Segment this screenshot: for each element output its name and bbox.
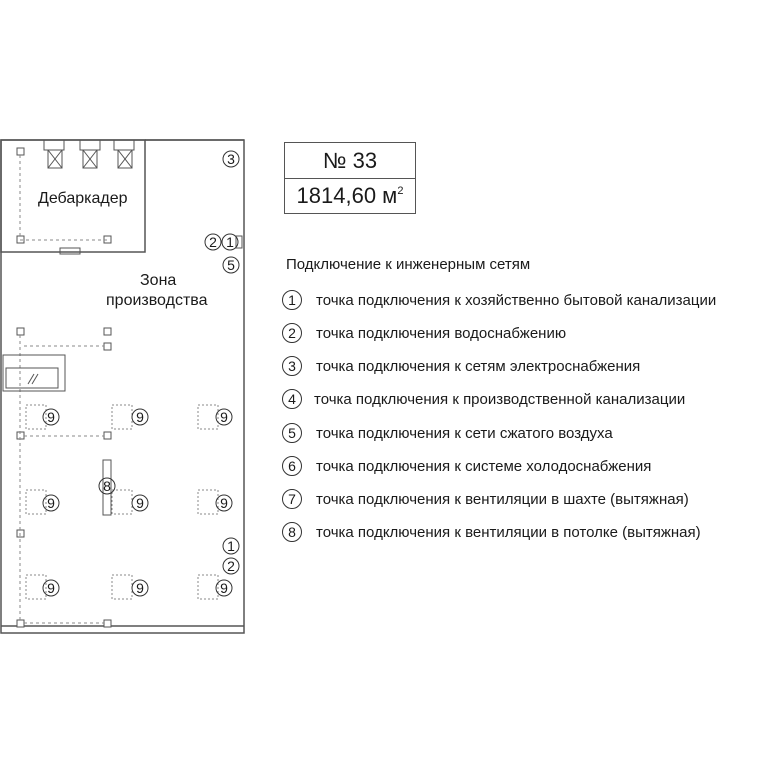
gate [44,140,64,150]
legend-text: точка подключения к вентиляции в шахте (вытяжная) [316,490,689,508]
marker-label: 1 [227,538,235,554]
equipment-base [198,405,218,429]
column [104,432,111,439]
legend-item [282,421,613,445]
unit-area [285,183,415,209]
legend-text: точка подключения к сетям электроснабжения [316,357,641,375]
legend-item [282,454,651,478]
unit-info-divider [285,178,415,179]
column [104,343,111,350]
utility-room-outline [3,355,65,391]
marker-label: 9 [47,495,55,511]
gate [114,140,134,150]
legend-item [282,387,685,411]
equipment-base [198,490,218,514]
legend-title: Подключение к инженерным сетям [286,256,531,273]
gate [80,140,100,150]
marker-label: 3 [227,151,235,167]
marker-labels [47,151,235,596]
legend-number: 5 [282,423,302,443]
legend-number: 2 [282,323,302,343]
marker-label: 2 [209,234,217,250]
column [104,620,111,627]
legend-text: точка подключения к сети сжатого воздуха [316,424,613,442]
building-walls [1,140,244,633]
legend-number: 7 [282,489,302,509]
marker-label: 9 [47,409,55,425]
column [17,148,24,155]
legend-text: точка подключения к хозяйственно бытовой канализации [316,291,717,309]
column [104,328,111,335]
legend-number: 8 [282,522,302,542]
equipment-base [112,405,132,429]
marker-label: 9 [220,409,228,425]
legend-item [282,487,689,511]
equipment-base [112,490,132,514]
legend-text: точка подключения к производственной канализации [314,390,686,408]
marker-label: 2 [227,558,235,574]
legend-item [282,354,640,378]
column [17,328,24,335]
legend-text: точка подключения к системе холодоснабжения [316,457,652,475]
marker-label: 5 [227,257,235,273]
marker-label: 8 [103,478,111,494]
legend-number: 4 [282,389,302,409]
unit-area-sup: 2 [397,185,404,197]
column [17,620,24,627]
legend-item [282,520,701,544]
legend-number: 1 [282,290,302,310]
unit-number: № 33 [322,148,378,173]
legend-text: точка подключения водоснабжению [316,324,567,342]
legend-item [282,288,716,312]
marker-label: 9 [136,409,144,425]
door [60,248,80,254]
marker-label: 9 [220,580,228,596]
marker-label: 9 [136,495,144,511]
marker-label: 1 [226,234,234,250]
unit-area-value: 1814,60 м [296,183,398,208]
equipment-base [198,575,218,599]
marker-label: 9 [136,580,144,596]
equipment-base [112,575,132,599]
building-outline [1,140,244,633]
zone-label-production-line2: производства [106,292,208,309]
marker-label: 9 [47,580,55,596]
dashed-lines [20,155,107,623]
unit-info-box [284,142,416,214]
connection-markers [43,151,239,596]
legend-number: 6 [282,456,302,476]
utility-room [3,355,65,391]
zone-label-production-line1: Зона [140,272,177,289]
legend-item [282,321,566,345]
marker-label: 9 [220,495,228,511]
legend-number: 3 [282,356,302,376]
legend-text: точка подключения к вентиляции в потолке (вытяжная) [316,523,701,541]
zone-label-dock: Дебаркадер [38,190,128,207]
